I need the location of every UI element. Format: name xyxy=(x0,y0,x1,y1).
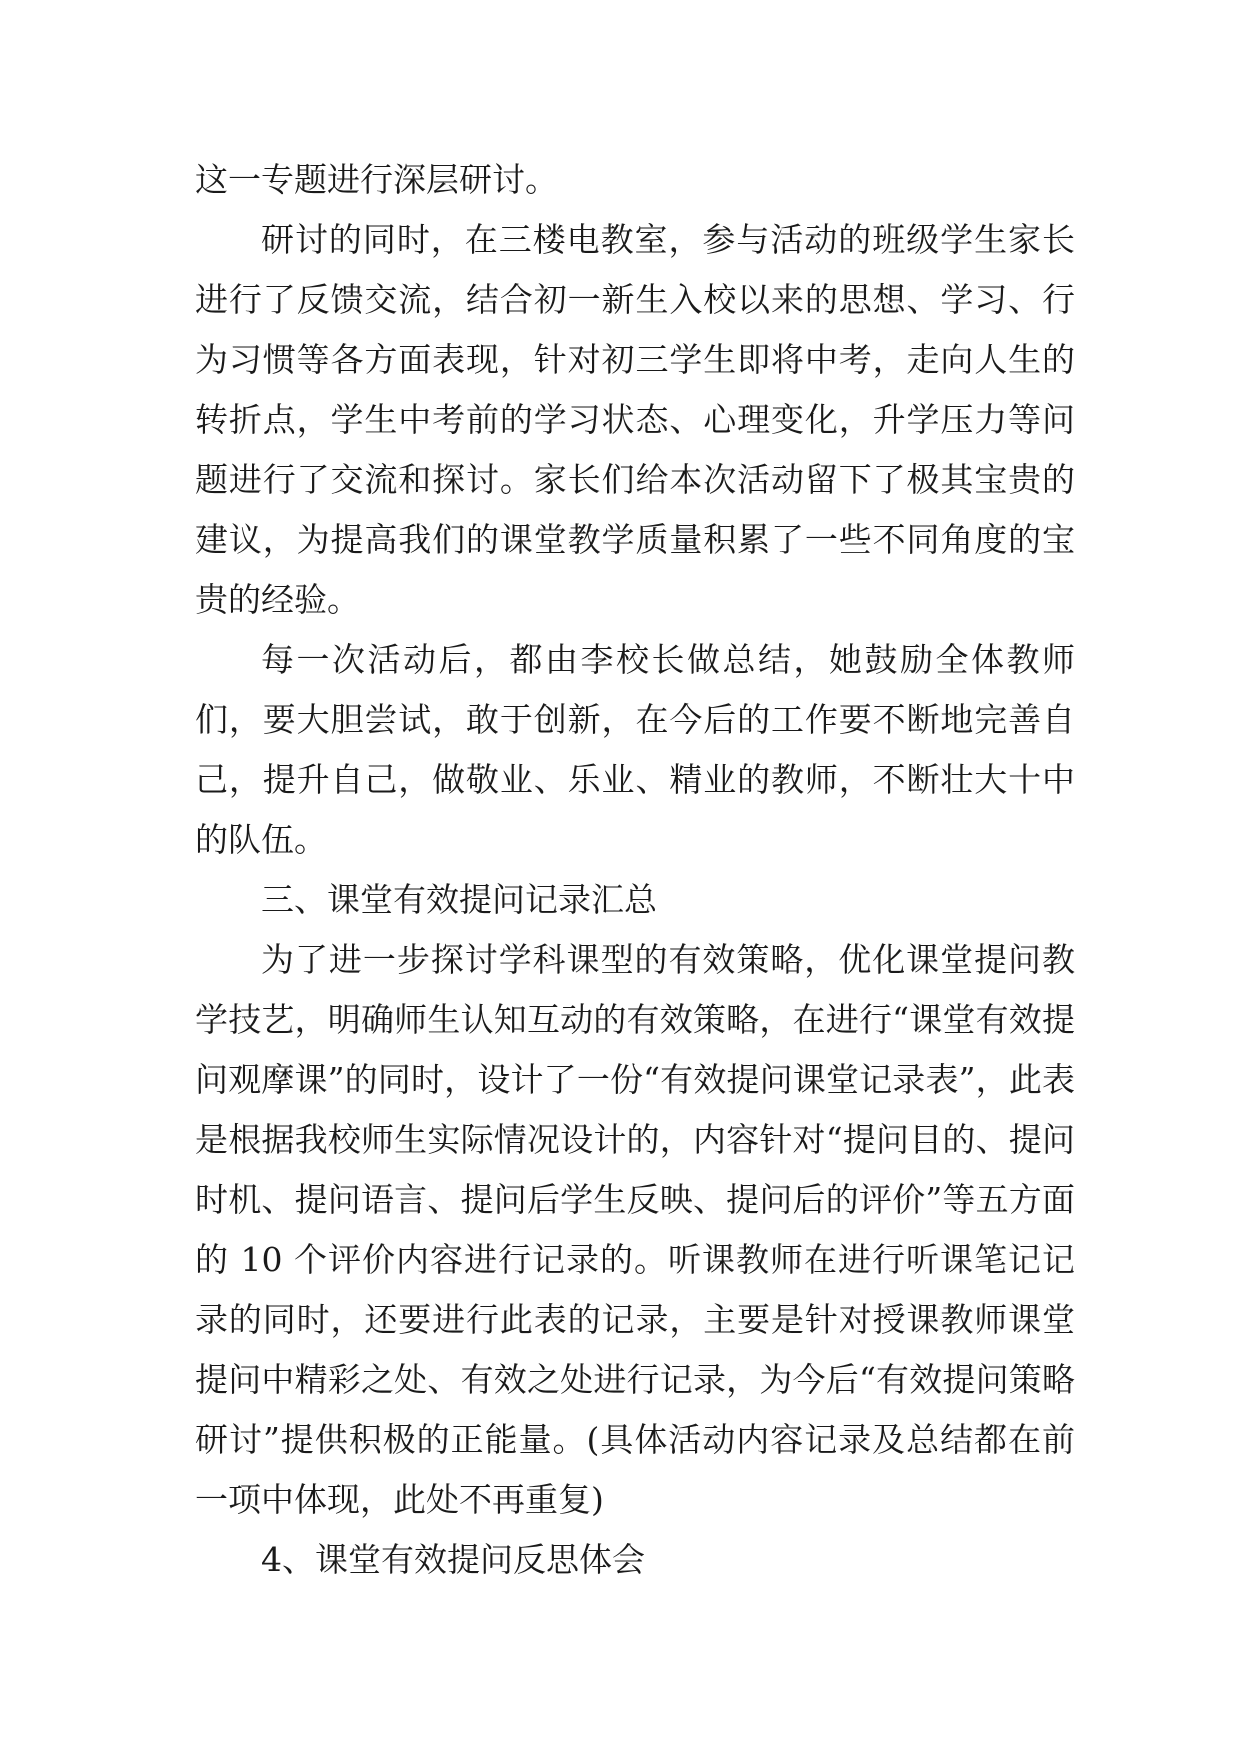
section-heading-3: 三、课堂有效提问记录汇总 xyxy=(261,880,657,919)
paragraph-continuation: 这一专题进行深层研讨。 xyxy=(195,160,558,199)
document-body xyxy=(195,150,1075,1590)
paragraph-principal-summary: 每一次活动后，都由李校长做总结，她鼓励全体教师们，要大胆尝试，敢于创新，在今后的工作要不断地完善自己，提升自己，做敬业、乐业、精业的教师，不断壮大十中的队伍。 xyxy=(195,640,1075,859)
paragraph-record-form: 为了进一步探讨学科课型的有效策略，优化课堂提问教学技艺，明确师生认知互动的有效策略，在进行“课堂有效提问观摩课”的同时，设计了一份“有效提问课堂记录表”，此表是根据我校师生实际情况设计的，内容针对“提问目的、提问时机、提问语言、提问后学生反映、提问后的评价”等五方面的 10 个评价内容进行记录的。听课教师在进行听课笔记记录的同时，还要进行此表的记录，主要是针对授课教师课堂提问中精彩之处、有效之处进行记录，为今后“有效提问策略研讨”提供积极的正能量。(具体活动内容记录及总结都在前一项中体现，此处不再重复) xyxy=(195,940,1075,1519)
paragraph-parent-feedback: 研讨的同时，在三楼电教室，参与活动的班级学生家长进行了反馈交流，结合初一新生入校以来的思想、学习、行为习惯等各方面表现，针对初三学生即将中考，走向人生的转折点，学生中考前的学习状态、心理变化，升学压力等问题进行了交流和探讨。家长们给本次活动留下了极其宝贵的建议，为提高我们的课堂教学质量积累了一些不同角度的宝贵的经验。 xyxy=(195,220,1075,619)
section-heading-4: 4、课堂有效提问反思体会 xyxy=(261,1540,645,1579)
